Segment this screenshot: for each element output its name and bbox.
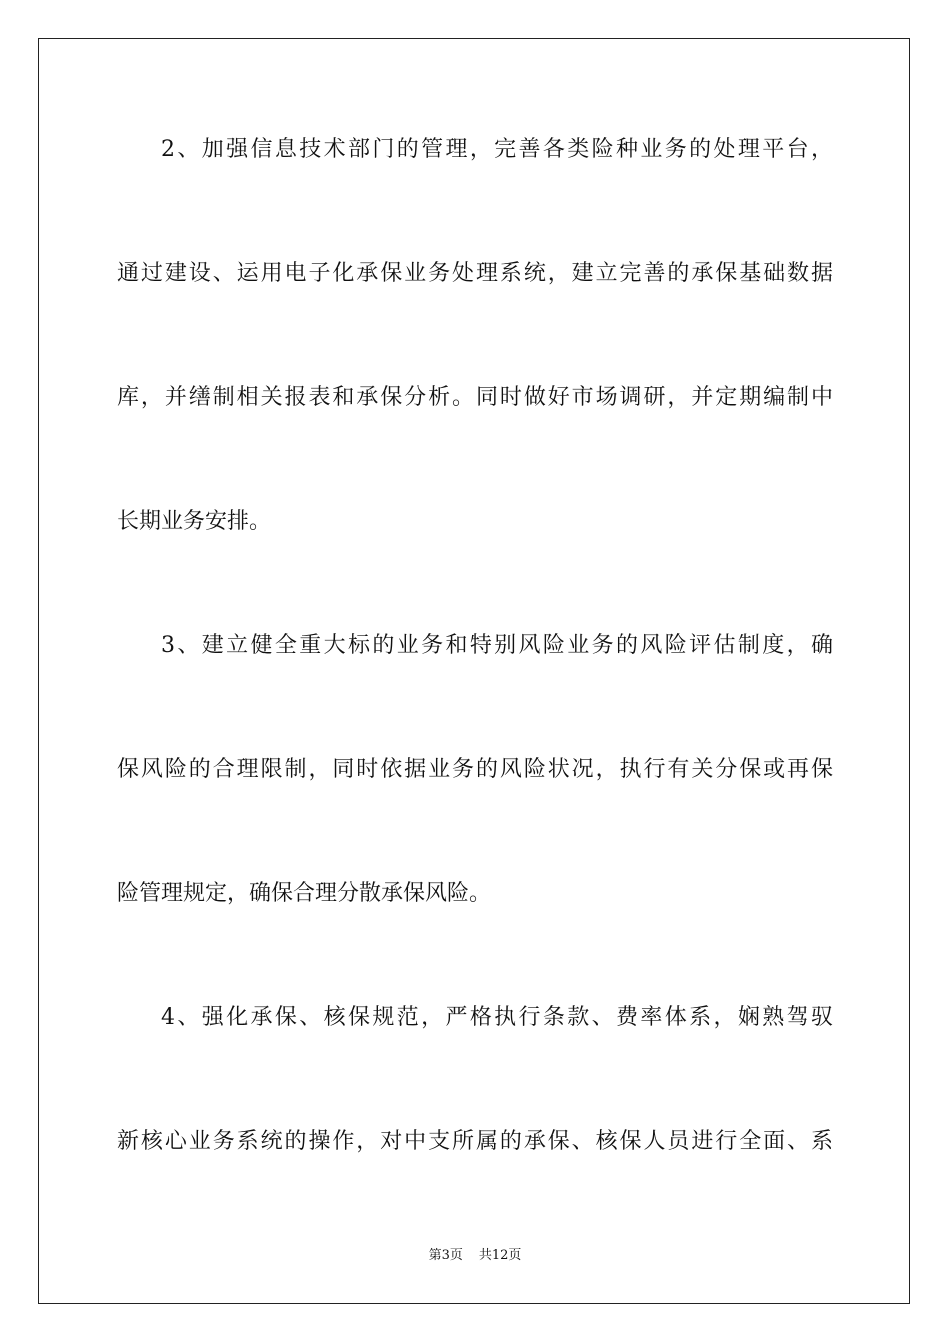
total-pages: 共12页 xyxy=(478,1248,522,1263)
paragraph-2-line-3: 库，并缮制相关报表和承保分析。同时做好市场调研，并定期编制中 xyxy=(117,385,833,410)
paragraph-3-line-3: 险管理规定，确保合理分散承保风险。 xyxy=(117,881,492,906)
paragraph-4-line-2: 新核心业务系统的操作，对中支所属的承保、核保人员进行全面、系 xyxy=(117,1129,833,1154)
page-footer xyxy=(0,1247,950,1265)
paragraph-3-line-2: 保风险的合理限制，同时依据业务的风险状况，执行有关分保或再保 xyxy=(117,757,833,782)
paragraph-2-line-1: 2、加强信息技术部门的管理，完善各类险种业务的处理平台， xyxy=(161,137,833,162)
page-number: 第3页 xyxy=(428,1248,463,1263)
paragraph-4-line-1: 4、强化承保、核保规范，严格执行条款、费率体系，娴熟驾驭 xyxy=(161,1005,833,1030)
paragraph-2-line-2: 通过建设、运用电子化承保业务处理系统，建立完善的承保基础数据 xyxy=(117,261,833,286)
paragraph-2-line-4: 长期业务安排。 xyxy=(117,509,272,534)
paragraph-3-line-1: 3、建立健全重大标的业务和特别风险业务的风险评估制度，确 xyxy=(161,633,833,658)
page-border xyxy=(38,38,910,1304)
